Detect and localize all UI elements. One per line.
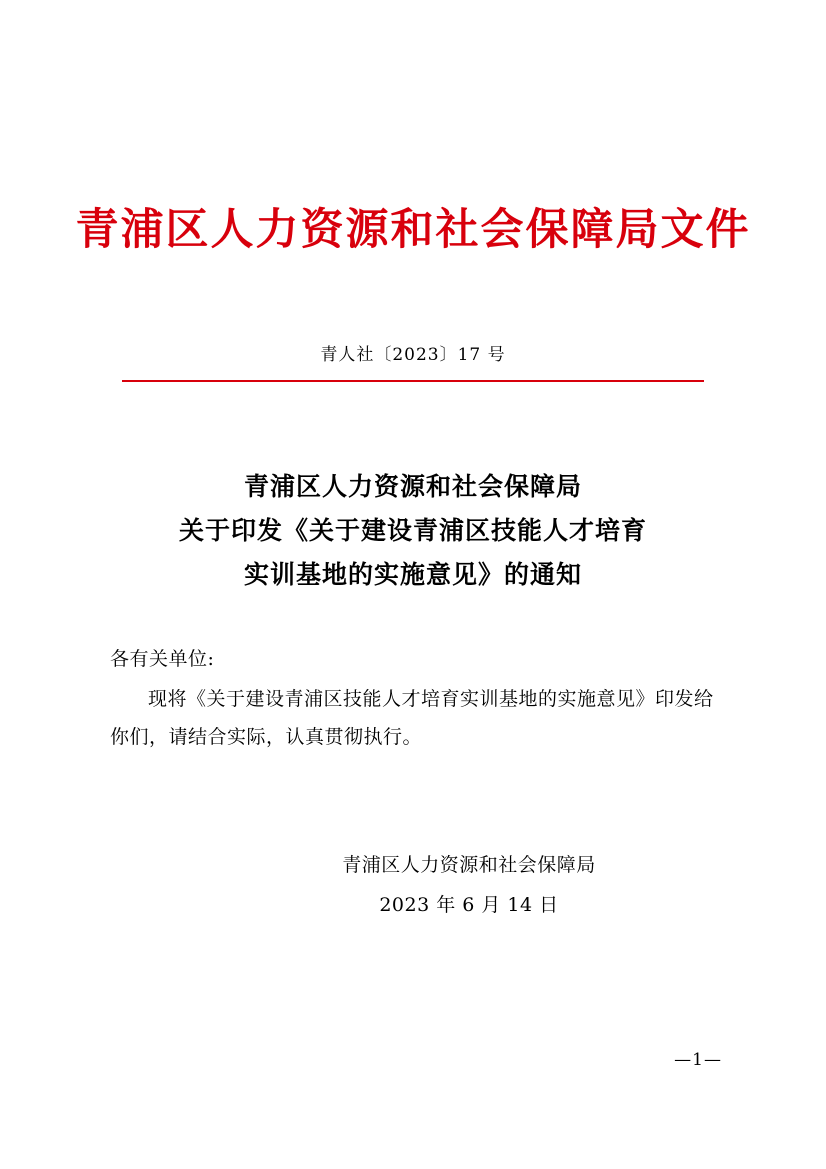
masthead-divider	[122, 380, 704, 382]
signature-block	[110, 845, 718, 925]
document-body	[110, 640, 718, 756]
document-masthead: 青浦区人力资源和社会保障局文件	[75, 205, 751, 255]
title-line-1: 青浦区人力资源和社会保障局	[243, 472, 582, 501]
title-line-3: 实训基地的实施意见》的通知	[243, 560, 582, 589]
document-title	[113, 465, 713, 597]
body-paragraph-1: 现将《关于建设青浦区技能人才培育实训基地的实施意见》印发给你们，请结合实际，认真贯彻执行。	[110, 688, 714, 748]
page-number: —1—	[674, 1050, 722, 1070]
document-number: 青人社〔2023〕17 号	[320, 345, 506, 365]
signature-date: 2023 年 6 月 14 日	[379, 894, 559, 916]
signature-organization: 青浦区人力资源和社会保障局	[342, 854, 596, 876]
title-line-2: 关于印发《关于建设青浦区技能人才培育	[178, 516, 647, 545]
salutation: 各有关单位:	[110, 648, 215, 670]
